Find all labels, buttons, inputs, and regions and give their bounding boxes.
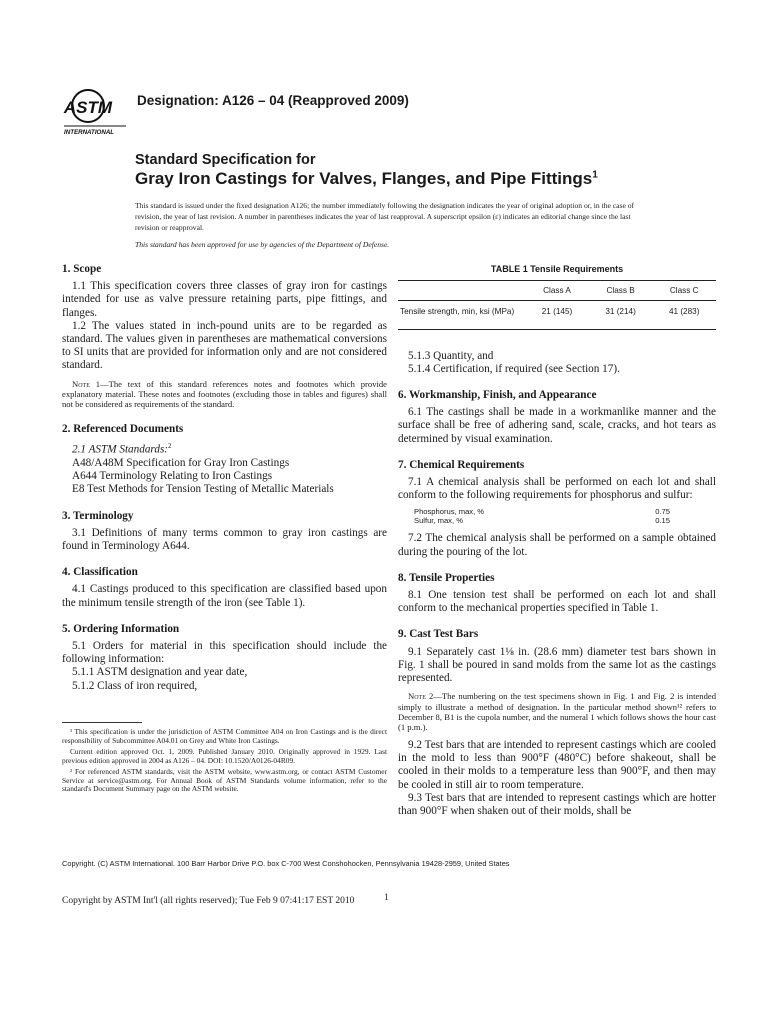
footnotes: [62, 728, 387, 796]
section-referenced-docs-heading: 2. Referenced Documents: [62, 422, 184, 435]
issued-note: This standard is issued under the fixed designation A126; the number immediately following the designation indicates the year of original adoption or, in the case of revision, the year of last revision. A number in parentheses indicates the year of last reapproval. A superscript epsilon (ε) indicates an editorial change since the last revision or reapproval.: [135, 201, 635, 232]
section-cast-test-bars-heading: 9. Cast Test Bars: [398, 628, 479, 641]
paragraph-1-2: 1.2 The values stated in inch-pound units are to be regarded as standard. The values given in parentheses are mathematical conversions to SI units that are provided for information only and are not considered standard.: [62, 319, 387, 372]
section-terminology-heading: 3. Terminology: [62, 509, 134, 522]
paragraph-8-1: 8.1 One tension test shall be performed on each lot and shall conform to the mechanical properties specified in Table 1.: [398, 589, 716, 615]
tensile-requirements-table: [398, 280, 716, 329]
table-header-cell: Class B: [589, 281, 653, 301]
title-text: Gray Iron Castings for Valves, Flanges, and Pipe Fittings: [135, 169, 593, 188]
astm-standards-label: 2.1 ASTM Standards:: [72, 443, 169, 456]
table-row: [398, 301, 716, 329]
paragraph-5-1-1: 5.1.1 ASTM designation and year date,: [72, 666, 248, 679]
dod-note: This standard has been approved for use by agencies of the Department of Defense.: [135, 240, 390, 249]
section-tensile-heading: 8. Tensile Properties: [398, 571, 495, 584]
paragraph-9-3: 9.3 Test bars that are intended to represent castings which are hotter than 900°F when shaken out of their molds, shall be: [398, 791, 716, 817]
footnote-marker-2: 2: [168, 442, 172, 451]
logo-text: ASTM: [63, 98, 113, 117]
table-header-cell: Class A: [525, 281, 589, 301]
sulfur-label: Sulfur, max, %: [414, 516, 463, 526]
section-scope-heading: 1. Scope: [62, 263, 102, 275]
note-2: [398, 691, 716, 733]
section-chemical-heading: 7. Chemical Requirements: [398, 458, 525, 471]
paragraph-9-2: 9.2 Test bars that are intended to represent castings which are cooled in the mold to less than 900°F (480°C) before shakeout, shall be cooled in their molds to a temperature less than 900°F, and then may be cooled in still air to room temperature.: [398, 738, 716, 791]
designation: Designation: A126 – 04 (Reapproved 2009): [137, 93, 409, 108]
table-cell: 41 (283): [652, 301, 716, 329]
phosphorus-value: 0.75: [655, 507, 670, 517]
page-number: 1: [384, 893, 389, 903]
note-1-label: Note 1: [72, 378, 101, 389]
paragraph-5-1-3: 5.1.3 Quantity, and: [408, 349, 494, 362]
table-header-row: [398, 281, 716, 301]
table-cell: 31 (214): [589, 301, 653, 329]
table-header-cell: [398, 281, 525, 301]
footnote-1-edition: Current edition approved Oct. 1, 2009. Published January 2010. Originally approved in 1929. Last previous edition approved in 2004 as A126 – 04. DOI: 10.1520/A0126-04R09.: [62, 746, 387, 765]
reference-a644: A644 Terminology Relating to Iron Castings: [72, 470, 273, 483]
paragraph-5-1-4: 5.1.4 Certification, if required (see Section 17).: [408, 362, 620, 375]
paragraph-1-1: 1.1 This specification covers three classes of gray iron for castings intended for use as valve pressure retaining parts, pipe fittings, and flanges.: [62, 280, 387, 319]
paragraph-5-1-2: 5.1.2 Class of iron required,: [72, 679, 198, 692]
left-column: [62, 263, 387, 693]
section-workmanship-heading: 6. Workmanship, Finish, and Appearance: [398, 389, 597, 402]
title-prefix: Standard Specification for: [135, 152, 316, 168]
footnote-1: ¹ This specification is under the jurisdiction of ASTM Committee A04 on Iron Castings and is the direct responsibility of Subcommittee A04.01 on Grey and White Iron Castings.: [62, 727, 387, 745]
footnote-2: ² For referenced ASTM standards, visit the ASTM website, www.astm.org, or contact ASTM Customer Service at service@astm.org. For Annual Book of ASTM Standards volume information, refer to the standard's Document Summary page on the ASTM website.: [62, 766, 387, 794]
footnote-rule: [62, 722, 142, 723]
table-cell: 21 (145): [525, 301, 589, 329]
section-classification-heading: 4. Classification: [62, 566, 138, 579]
table-cell: Tensile strength, min, ksi (MPa): [398, 301, 525, 329]
logo-subtext: INTERNATIONAL: [64, 129, 115, 136]
paragraph-4-1: 4.1 Castings produced to this specification are classified based upon the minimum tensile strength of the iron (see Table 1).: [62, 583, 387, 609]
phosphorus-label: Phosphorus, max, %: [414, 507, 485, 517]
reference-a48: A48/A48M Specification for Gray Iron Castings: [72, 456, 290, 469]
paragraph-7-1: 7.1 A chemical analysis shall be performed on each lot and shall conform to the following requirements for phosphorus and sulfur:: [398, 476, 716, 502]
section-ordering-heading: 5. Ordering Information: [62, 622, 180, 635]
note-1: [62, 379, 387, 410]
sulfur-row: [414, 516, 716, 525]
table-1-title: TABLE 1 Tensile Requirements: [490, 264, 624, 274]
table-header-cell: Class C: [652, 281, 716, 301]
title-footnote-marker: 1: [592, 169, 598, 181]
paragraph-9-1: 9.1 Separately cast 1⅛ in. (28.6 mm) diameter test bars shown in Fig. 1 shall be poured in sand molds from the same lot as the castings represented.: [398, 645, 716, 685]
paragraph-6-1: 6.1 The castings shall be made in a workmanlike manner and the surface shall be free of adhering sand, scale, cracks, and hot tears as determined by visual examination.: [398, 406, 716, 445]
right-column: [398, 263, 716, 818]
reference-e8: E8 Test Methods for Tension Testing of Metallic Materials: [72, 483, 334, 496]
paragraph-7-2: 7.2 The chemical analysis shall be performed on a sample obtained during the pouring of the lot.: [398, 532, 716, 558]
paragraph-5-1: 5.1 Orders for material in this specification should include the following information:: [62, 640, 387, 666]
note-1-text: —The text of this standard references notes and footnotes which provide explanatory material. These notes and footnotes (excluding those in tables and figures) shall not be considered as requirements of the standard.: [62, 378, 387, 410]
paragraph-3-1: 3.1 Definitions of many terms common to gray iron castings are found in Terminology A644.: [62, 526, 387, 552]
sulfur-value: 0.15: [655, 516, 670, 526]
document-title: [135, 169, 598, 189]
download-stamp: Copyright by ASTM Int'l (all rights reserved); Tue Feb 9 07:41:17 EST 2010: [62, 896, 355, 906]
phosphorus-row: [414, 507, 716, 516]
note-2-text: —The numbering on the test specimens shown in Fig. 1 and Fig. 2 is intended simply to illustrate a method of designation. In the particular method shown¹² refers to December 8, B1 is the cupola number, and the numeral 1 which follows shows the hour cast (1 p.m.).: [398, 691, 716, 733]
copyright-line: Copyright. (C) ASTM International. 100 Barr Harbor Drive P.O. box C-700 West Conshohocken, Pennsylvania 19428-2959, United States: [62, 859, 510, 868]
note-2-label: Note 2: [408, 691, 434, 702]
astm-logo: [62, 86, 128, 138]
paragraph-2-1: [62, 440, 387, 457]
